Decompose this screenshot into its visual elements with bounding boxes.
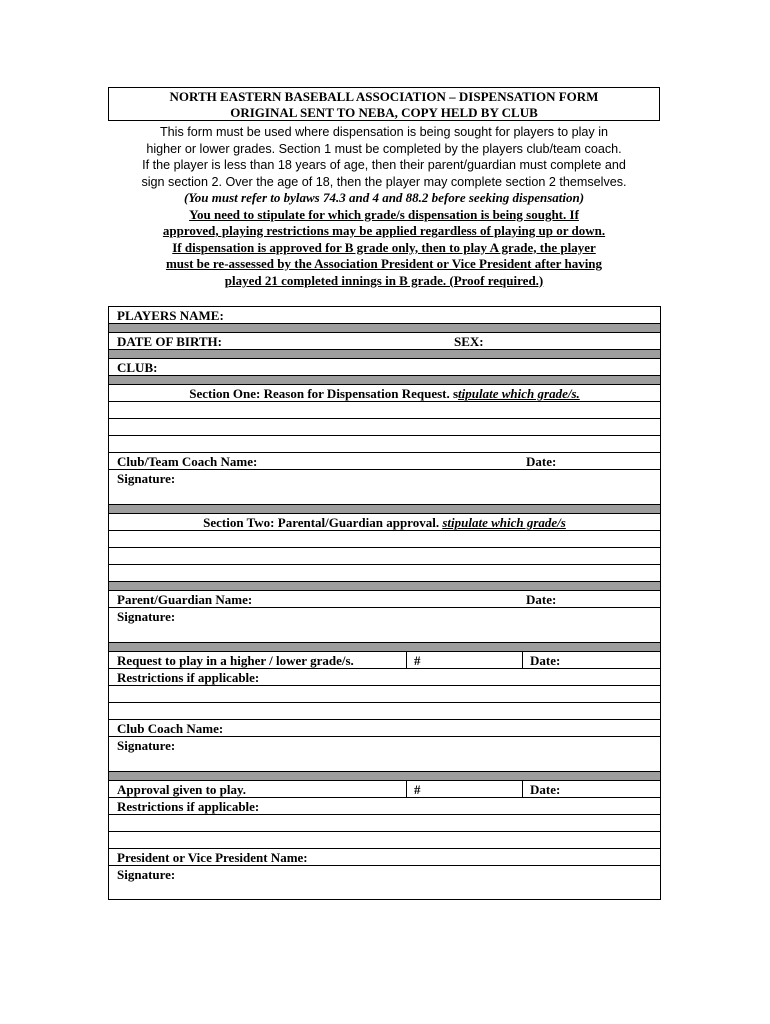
approval-date-label: Date: [530, 782, 561, 797]
divider [108, 581, 661, 590]
divider [108, 375, 661, 384]
grade-request-field[interactable] [108, 651, 661, 668]
parent-name-label: Parent/Guardian Name: [117, 592, 253, 607]
coach-name-label: Club/Team Coach Name: [117, 454, 258, 469]
form-title: NORTH EASTERN BASEBALL ASSOCIATION – DISPENSATION FORM [169, 89, 599, 104]
approval-restrictions-line[interactable] [108, 814, 661, 831]
section-two-stipulate: stipulate which grade/s [442, 515, 566, 530]
stipulate-note-3: If dispensation is approved for B grade only, then to play A grade, the player [172, 239, 596, 255]
divider [108, 349, 661, 358]
parent-name-field[interactable] [108, 590, 661, 607]
stipulate-note-2: approved, playing restrictions may be applied regardless of playing up or down. [162, 223, 606, 238]
players-name-field[interactable] [108, 306, 661, 323]
restrictions-line[interactable] [108, 702, 661, 719]
intro-line-2: higher or lower grades. Section 1 must be completed by the players club/team coach. [146, 141, 622, 156]
parent-signature-field[interactable] [108, 607, 661, 642]
coach-name-field[interactable] [108, 452, 661, 469]
divider [108, 323, 661, 332]
coach-signature-field[interactable] [108, 469, 661, 504]
approval-restrictions-line[interactable] [108, 831, 661, 848]
section-one-title: Section One: Reason for Dispensation Request. s [189, 386, 459, 401]
club-field[interactable] [108, 358, 661, 375]
restrictions-line[interactable] [108, 685, 661, 702]
approval-restrictions-field[interactable] [108, 797, 661, 814]
club-coach-name-label: Club Coach Name: [117, 721, 224, 736]
dispensation-form [108, 306, 661, 900]
column-divider [406, 652, 407, 668]
intro-line-3: If the player is less than 18 years of age, then their parent/guardian must complete and [142, 158, 626, 172]
president-signature-field[interactable] [108, 865, 661, 900]
section-two-title: Section Two: Parental/Guardian approval. [203, 515, 443, 530]
request-label: Request to play in a higher / lower grade/s. [117, 653, 354, 668]
sex-label: SEX: [454, 334, 484, 349]
section-one-heading [108, 384, 661, 401]
club-coach-signature-field[interactable] [108, 736, 661, 771]
instructions [108, 124, 660, 289]
intro-line-1: This form must be used where dispensation is being sought for players to play in [159, 125, 608, 139]
section-one-line[interactable] [108, 401, 661, 418]
column-divider [522, 781, 523, 797]
section-two-heading [108, 513, 661, 530]
request-number-label: # [414, 653, 421, 668]
president-name-field[interactable] [108, 848, 661, 865]
signature-label: Signature: [117, 738, 176, 753]
intro-line-4: sign section 2. Over the age of 18, then the player may complete section 2 themselves. [141, 174, 627, 189]
approval-label: Approval given to play. [117, 782, 247, 797]
stipulate-note-4: must be re-assessed by the Association President or Vice President after having [165, 256, 603, 271]
request-date-label: Date: [530, 653, 561, 668]
section-one-stipulate: tipulate which grade/s. [458, 386, 580, 401]
parent-date-label: Date: [526, 592, 557, 607]
restrictions-label: Restrictions if applicable: [117, 670, 260, 685]
coach-date-label: Date: [526, 454, 557, 469]
divider [108, 771, 661, 780]
section-two-line[interactable] [108, 564, 661, 581]
column-divider [406, 781, 407, 797]
stipulate-note-5: played 21 completed innings in B grade. (Proof required.) [224, 272, 544, 288]
divider [108, 642, 661, 651]
club-coach-name-field[interactable] [108, 719, 661, 736]
restrictions-label: Restrictions if applicable: [117, 799, 260, 814]
column-divider [522, 652, 523, 668]
signature-label: Signature: [117, 867, 176, 882]
approval-number-label: # [414, 782, 421, 797]
players-name-label: PLAYERS NAME: [117, 308, 224, 323]
form-header [108, 87, 660, 121]
section-one-line[interactable] [108, 418, 661, 435]
restrictions-field[interactable] [108, 668, 661, 685]
signature-label: Signature: [117, 609, 176, 624]
signature-label: Signature: [117, 471, 176, 486]
section-one-line[interactable] [108, 435, 661, 452]
president-name-label: President or Vice President Name: [117, 850, 308, 865]
bylaws-note: (You must refer to bylaws 74.3 and 4 and 88.2 before seeking dispensation) [183, 190, 585, 205]
dob-label: DATE OF BIRTH: [117, 334, 222, 349]
divider [108, 504, 661, 513]
stipulate-note-1: You need to stipulate for which grade/s dispensation is being sought. If [189, 206, 579, 222]
approval-field[interactable] [108, 780, 661, 797]
club-label: CLUB: [117, 360, 158, 375]
dob-field[interactable] [108, 332, 661, 349]
section-two-line[interactable] [108, 547, 661, 564]
form-subtitle: ORIGINAL SENT TO NEBA, COPY HELD BY CLUB [230, 105, 538, 120]
section-two-line[interactable] [108, 530, 661, 547]
